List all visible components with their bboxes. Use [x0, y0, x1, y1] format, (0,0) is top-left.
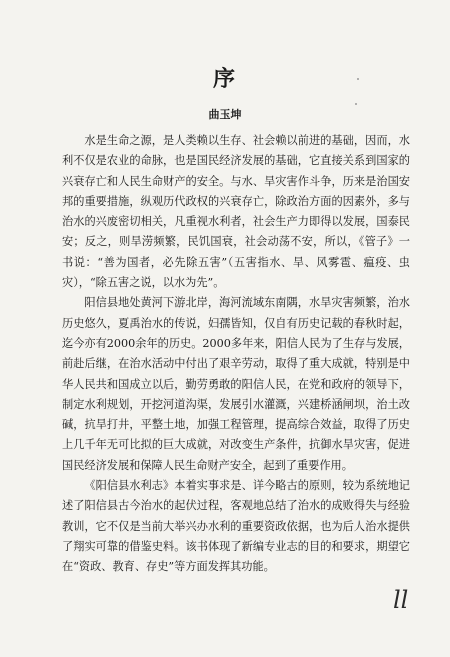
scan-speck — [357, 78, 359, 80]
author-name: 曲玉坤 — [208, 108, 242, 121]
scan-speck — [355, 103, 357, 105]
paragraph-3: 《阳信县水利志》本着实事求是、详今略古的原则，较为系统地记述了阳信县古今治水的起伏过程，客观地总结了治水的成败得失与经验教训，它不仅是当前大举兴办水利的重要资政依据，也为后人治水提供了翔实可靠的借鉴史料。该书体现了新编专业志的目的和要求，期望它在“资政、教育、存史”等方面发挥其功能。 — [62, 479, 410, 574]
paragraph-1: 水是生命之源，是人类赖以生存、社会赖以前进的基础，因而，水利不仅是农业的命脉，也是国民经济发展的基础，它直接关系到国家的兴衰存亡和人民生命财产的安全。与水、旱灾害作斗争，历来是治国安邦的重要措施，纵观历代政权的兴衰存亡，除政治方面的因素外，多与治水的兴废密切相关，凡重视水利者，社会生产力即得以发展，国泰民安；反之，则旱涝频繁，民饥国衰，社会动荡不安，所以，《管子》一书说：“善为国者，必先除五害”（五害指水、旱、风雾雹、瘟疫、虫灾），“除五害之说，以水为先”。 — [62, 134, 410, 290]
handwritten-page-number: ll — [393, 586, 409, 614]
preface-body — [62, 131, 410, 578]
preface-title: 序 — [212, 66, 237, 92]
paragraph-2: 阳信县地处黄河下游北岸，海河流域东南隅，水旱灾害频繁，治水历史悠久，夏禹治水的传说，妇孺皆知，仅自有历史记载的春秋时起，迄今亦有2000余年的历史。2000多年来，阳信人民为了生存与发展，前赴后继，在治水活动中付出了艰辛劳动，取得了重大成就，特别是中华人民共和国成立以后，勤劳勇敢的阳信人民，在党和政府的领导下，制定水利规划，开挖河道沟渠，发展引水灌溉，兴建桥涵闸坝，治土改碱，抗旱打井，平整土地，加强工程管理，提高综合效益，取得了历史上几千年无可比拟的巨大成就，对改变生产条件，抗御水旱灾害，促进国民经济发展和保障人民生命财产安全，起到了重要作用。 — [62, 296, 410, 472]
